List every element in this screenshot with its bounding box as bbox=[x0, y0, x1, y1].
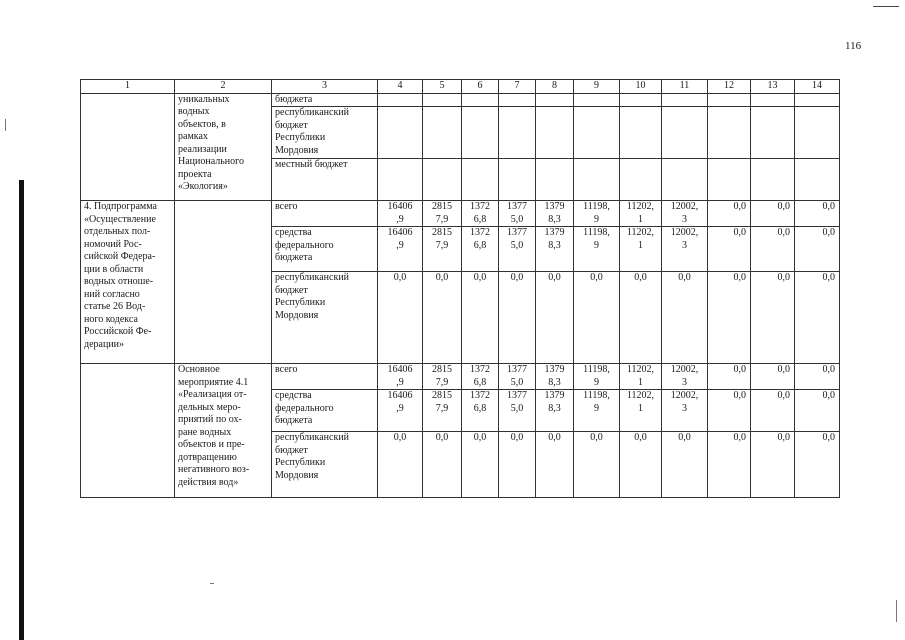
cell-line: 5,0 bbox=[510, 239, 524, 251]
header-cell-13: 13 bbox=[751, 80, 795, 94]
cell-line: 0,0 bbox=[590, 272, 603, 283]
value-cell-empty bbox=[751, 107, 795, 159]
cell-line: 12002, bbox=[670, 201, 699, 212]
scan-artifact-tick bbox=[210, 583, 214, 584]
cell-line: 1 bbox=[638, 376, 643, 388]
funding-source bbox=[272, 107, 378, 159]
cell-line: 11198, bbox=[583, 227, 610, 238]
funding-source: местный бюджет bbox=[272, 159, 378, 201]
value-cell-col7 bbox=[499, 390, 536, 432]
cell-line: 1372 bbox=[470, 201, 490, 212]
cell-line: 16406 bbox=[387, 364, 413, 375]
cell-line: всего bbox=[275, 201, 298, 212]
value-cell-col11 bbox=[662, 272, 708, 364]
value-cell-col9 bbox=[574, 390, 620, 432]
cell-line: 7,9 bbox=[435, 239, 449, 251]
value-cell-col7 bbox=[499, 227, 536, 272]
value-cell-col9 bbox=[574, 432, 620, 498]
cell-line: ний согласно bbox=[84, 288, 140, 300]
cell-line: Российской Фе- bbox=[84, 326, 152, 337]
cell-line: средства bbox=[275, 390, 312, 401]
cell-line: водных отноше- bbox=[84, 276, 154, 287]
value-cell-col7 bbox=[499, 364, 536, 390]
activity-col2 bbox=[175, 364, 272, 498]
cell-line: 9 bbox=[594, 376, 599, 388]
header-cell-2: 2 bbox=[175, 80, 272, 94]
cell-line: 1379 bbox=[544, 201, 565, 212]
cell-line: 0,0 bbox=[435, 272, 449, 283]
cell-line: 6,8 bbox=[473, 402, 487, 414]
value-cell-empty bbox=[462, 107, 499, 159]
cell-line: бюджета bbox=[275, 415, 313, 426]
value-cell-col4 bbox=[378, 364, 423, 390]
cell-line: 0,0 bbox=[548, 432, 561, 443]
cell-line: ции в области bbox=[84, 263, 144, 275]
cell-line: ране водных bbox=[178, 426, 232, 438]
value-cell-col12: 0,0 bbox=[708, 390, 751, 432]
cell-line: Национального bbox=[178, 156, 244, 167]
value-cell-empty bbox=[708, 93, 751, 107]
value-cell-col4 bbox=[378, 432, 423, 498]
cell-line: ,9 bbox=[396, 239, 404, 251]
cell-line: 11202, bbox=[626, 364, 655, 375]
value-cell-col8 bbox=[536, 272, 574, 364]
value-cell-col8 bbox=[536, 390, 574, 432]
cell-line: «Реализация от- bbox=[178, 389, 247, 400]
value-cell-empty bbox=[708, 107, 751, 159]
funding-source bbox=[272, 201, 378, 227]
table-row bbox=[81, 364, 840, 390]
table-row bbox=[81, 93, 840, 107]
cell-line: республиканский bbox=[275, 272, 350, 283]
value-cell-empty bbox=[378, 159, 423, 201]
value-cell-empty bbox=[620, 107, 662, 159]
cell-line: ,9 bbox=[396, 402, 404, 414]
value-cell-empty bbox=[620, 93, 662, 107]
value-cell-col8 bbox=[536, 364, 574, 390]
header-cell-12: 12 bbox=[708, 80, 751, 94]
cell-line: 0,0 bbox=[510, 432, 524, 443]
header-cell-6: 6 bbox=[462, 80, 499, 94]
cell-line: 12002, bbox=[670, 227, 699, 238]
value-cell-empty bbox=[795, 107, 840, 159]
value-cell-col9 bbox=[574, 227, 620, 272]
value-cell-empty bbox=[536, 93, 574, 107]
cell-line: 0,0 bbox=[634, 432, 647, 443]
cell-line: 3 bbox=[682, 376, 687, 388]
cell-line: Республики bbox=[275, 132, 326, 143]
value-cell-col9 bbox=[574, 201, 620, 227]
cell-line: объектов и пре- bbox=[178, 439, 245, 450]
value-cell-empty bbox=[751, 93, 795, 107]
value-cell-col10 bbox=[620, 201, 662, 227]
value-cell-col11 bbox=[662, 432, 708, 498]
cell-line: 1377 bbox=[507, 390, 527, 401]
cell-line: Мордовия bbox=[275, 144, 319, 156]
header-cell-9: 9 bbox=[574, 80, 620, 94]
value-cell-col12: 0,0 bbox=[708, 201, 751, 227]
cell-line: 11198, bbox=[583, 390, 610, 401]
cell-line: Мордовия bbox=[275, 469, 319, 481]
cell-line: 8,3 bbox=[548, 239, 561, 251]
cell-line: 0,0 bbox=[634, 272, 647, 283]
cell-line: реализации bbox=[178, 143, 227, 155]
cell-line: 3 bbox=[682, 213, 687, 225]
value-cell-col8 bbox=[536, 227, 574, 272]
value-cell-col6 bbox=[462, 201, 499, 227]
cell-line: 1372 bbox=[470, 390, 490, 401]
cell-line: 0,0 bbox=[590, 432, 603, 443]
cell-line: «Осуществление bbox=[84, 213, 156, 225]
cell-line: 3 bbox=[682, 402, 687, 414]
cell-line: 7,9 bbox=[435, 376, 449, 388]
cell-line: 11202, bbox=[626, 201, 655, 212]
activity-col1 bbox=[81, 364, 175, 498]
value-cell-empty bbox=[662, 159, 708, 201]
value-cell-empty bbox=[795, 159, 840, 201]
cell-line: 6,8 bbox=[473, 213, 487, 225]
cell-line: мероприятие 4.1 bbox=[178, 376, 249, 388]
cell-line: действия вод» bbox=[178, 476, 239, 488]
funding-source: бюджета bbox=[272, 93, 378, 107]
value-cell-col14: 0,0 bbox=[795, 201, 840, 227]
value-cell-col14: 0,0 bbox=[795, 390, 840, 432]
cell-line: 2815 bbox=[432, 201, 452, 212]
value-cell-col9 bbox=[574, 272, 620, 364]
value-cell-col12: 0,0 bbox=[708, 227, 751, 272]
cell-line: Республики bbox=[275, 457, 326, 468]
value-cell-empty bbox=[423, 159, 462, 201]
value-cell-col5 bbox=[423, 390, 462, 432]
value-cell-empty bbox=[378, 93, 423, 107]
cell-line: 0,0 bbox=[473, 272, 487, 283]
cell-line: 16406 bbox=[387, 201, 413, 212]
cell-line: 0,0 bbox=[435, 432, 449, 443]
cell-line: бюджет bbox=[275, 284, 308, 296]
cell-line: 8,3 bbox=[548, 213, 561, 225]
value-cell-col7 bbox=[499, 201, 536, 227]
value-cell-empty bbox=[536, 107, 574, 159]
funding-source bbox=[272, 432, 378, 498]
value-cell-empty bbox=[499, 93, 536, 107]
value-cell-col13: 0,0 bbox=[751, 272, 795, 364]
value-cell-col6 bbox=[462, 432, 499, 498]
cell-line: Мордовия bbox=[275, 309, 319, 321]
cell-line: проекта bbox=[178, 168, 212, 180]
funding-source bbox=[272, 364, 378, 390]
cell-line: 2815 bbox=[432, 227, 452, 238]
cell-line: 1 bbox=[638, 239, 643, 251]
cell-line: 12002, bbox=[670, 390, 699, 401]
value-cell-col12: 0,0 bbox=[708, 272, 751, 364]
value-cell-col13: 0,0 bbox=[751, 390, 795, 432]
cell-line: статье 26 Вод- bbox=[84, 301, 146, 312]
value-cell-col12: 0,0 bbox=[708, 364, 751, 390]
cell-line: 11202, bbox=[626, 227, 655, 238]
value-cell-col4 bbox=[378, 272, 423, 364]
header-cell-11: 11 bbox=[662, 80, 708, 94]
value-cell-col14: 0,0 bbox=[795, 272, 840, 364]
cell-line: 2815 bbox=[432, 364, 452, 375]
value-cell-empty bbox=[620, 159, 662, 201]
value-cell-empty bbox=[751, 159, 795, 201]
value-cell-col9 bbox=[574, 364, 620, 390]
value-cell-col14: 0,0 bbox=[795, 364, 840, 390]
value-cell-empty bbox=[574, 159, 620, 201]
value-cell-empty bbox=[795, 93, 840, 107]
cell-line: 3 bbox=[682, 239, 687, 251]
cell-line: 9 bbox=[594, 239, 599, 251]
funding-source bbox=[272, 390, 378, 432]
funding-source bbox=[272, 272, 378, 364]
value-cell-col13: 0,0 bbox=[751, 227, 795, 272]
cell-line: ,9 bbox=[396, 376, 404, 388]
funding-source bbox=[272, 227, 378, 272]
cell-line: 1 bbox=[638, 213, 643, 225]
scan-artifact-tick bbox=[896, 600, 897, 622]
scan-artifact-tick bbox=[5, 119, 6, 131]
cell-line: 0,0 bbox=[393, 432, 407, 443]
cell-line: 16406 bbox=[387, 227, 413, 238]
scan-edge-shadow bbox=[19, 180, 24, 640]
cell-line: 9 bbox=[594, 213, 599, 225]
cell-line: ного кодекса bbox=[84, 313, 138, 325]
cell-line: ,9 bbox=[396, 213, 404, 225]
value-cell-empty bbox=[662, 93, 708, 107]
cell-line: 1377 bbox=[507, 201, 527, 212]
cell-line: номочий Рос- bbox=[84, 238, 142, 250]
cell-line: 9 bbox=[594, 402, 599, 414]
cell-line: 0,0 bbox=[678, 432, 691, 443]
cell-line: 8,3 bbox=[548, 402, 561, 414]
cell-line: приятий по ох- bbox=[178, 414, 242, 425]
cell-line: 1372 bbox=[470, 364, 490, 375]
value-cell-col4 bbox=[378, 390, 423, 432]
cell-line: 6,8 bbox=[473, 239, 487, 251]
value-cell-col7 bbox=[499, 432, 536, 498]
header-cell-3: 3 bbox=[272, 80, 378, 94]
cell-line: 0,0 bbox=[393, 272, 407, 283]
cell-line: водных bbox=[178, 106, 210, 117]
cell-line: объектов, в bbox=[178, 118, 226, 130]
header-cell-5: 5 bbox=[423, 80, 462, 94]
cell-line: негативного воз- bbox=[178, 464, 250, 475]
cell-line: 11198, bbox=[583, 364, 610, 375]
cell-line: дотвращению bbox=[178, 451, 237, 463]
value-cell-empty bbox=[499, 159, 536, 201]
cell-line: отдельных пол- bbox=[84, 226, 151, 237]
value-cell-col5 bbox=[423, 272, 462, 364]
cell-line: 1377 bbox=[507, 227, 527, 238]
cell-line: 16406 bbox=[387, 390, 413, 401]
value-cell-col14: 0,0 bbox=[795, 227, 840, 272]
table-row bbox=[81, 201, 840, 227]
financing-table bbox=[80, 79, 840, 498]
value-cell-empty bbox=[574, 93, 620, 107]
header-cell-7: 7 bbox=[499, 80, 536, 94]
value-cell-col5 bbox=[423, 432, 462, 498]
value-cell-empty bbox=[708, 159, 751, 201]
cell-line: 8,3 bbox=[548, 376, 561, 388]
cell-line: 6,8 bbox=[473, 376, 487, 388]
value-cell-col13: 0,0 bbox=[751, 201, 795, 227]
cell-line: дерации» bbox=[84, 338, 125, 350]
value-cell-col11 bbox=[662, 364, 708, 390]
value-cell-empty bbox=[499, 107, 536, 159]
cell-line: 12002, bbox=[670, 364, 699, 375]
value-cell-col11 bbox=[662, 227, 708, 272]
cell-line: республиканский bbox=[275, 432, 350, 443]
cell-line: 5,0 bbox=[510, 213, 524, 225]
value-cell-col10 bbox=[620, 364, 662, 390]
cell-line: «Экология» bbox=[178, 181, 228, 192]
value-cell-empty bbox=[378, 107, 423, 159]
value-cell-col10 bbox=[620, 390, 662, 432]
cell-line: бюджет bbox=[275, 444, 308, 456]
value-cell-col8 bbox=[536, 432, 574, 498]
header-cell-8: 8 bbox=[536, 80, 574, 94]
value-cell-col5 bbox=[423, 364, 462, 390]
value-cell-col4 bbox=[378, 227, 423, 272]
cell-line: 0,0 bbox=[510, 272, 524, 283]
value-cell-col6 bbox=[462, 390, 499, 432]
cell-line: 1379 bbox=[544, 364, 565, 375]
cell-line: 7,9 bbox=[435, 402, 449, 414]
cell-line: 1379 bbox=[544, 227, 565, 238]
value-cell-col7 bbox=[499, 272, 536, 364]
cell-line: 0,0 bbox=[678, 272, 691, 283]
value-cell-empty bbox=[536, 159, 574, 201]
cell-line: уникальных bbox=[178, 93, 230, 105]
cell-line: 5,0 bbox=[510, 376, 524, 388]
value-cell-col10 bbox=[620, 272, 662, 364]
value-cell-empty bbox=[662, 107, 708, 159]
value-cell-col11 bbox=[662, 390, 708, 432]
scan-artifact-line bbox=[873, 6, 899, 7]
cell-line: Республики bbox=[275, 297, 326, 308]
cell-line: рамках bbox=[178, 131, 208, 142]
value-cell-empty bbox=[462, 93, 499, 107]
cell-line: федерального bbox=[275, 402, 334, 414]
value-cell-col13: 0,0 bbox=[751, 364, 795, 390]
cell-line: 1379 bbox=[544, 390, 565, 401]
cell-line: федерального bbox=[275, 239, 334, 251]
value-cell-empty bbox=[423, 107, 462, 159]
value-cell-col12: 0,0 bbox=[708, 432, 751, 498]
value-cell-empty bbox=[462, 159, 499, 201]
value-cell-col10 bbox=[620, 432, 662, 498]
cell-line: 11202, bbox=[626, 390, 655, 401]
value-cell-col11 bbox=[662, 201, 708, 227]
cell-line: дельных меро- bbox=[178, 401, 241, 413]
continuation-col1 bbox=[81, 93, 175, 201]
cell-line: 1372 bbox=[470, 227, 490, 238]
value-cell-empty bbox=[423, 93, 462, 107]
cell-line: 1 bbox=[638, 402, 643, 414]
cell-line: 4. Подпрограмма bbox=[84, 201, 157, 212]
value-cell-col8 bbox=[536, 201, 574, 227]
value-cell-col14: 0,0 bbox=[795, 432, 840, 498]
cell-line: бюджета bbox=[275, 252, 313, 263]
value-cell-col6 bbox=[462, 227, 499, 272]
cell-line: республиканский bbox=[275, 107, 350, 118]
value-cell-col5 bbox=[423, 227, 462, 272]
header-row bbox=[81, 80, 840, 94]
value-cell-col4 bbox=[378, 201, 423, 227]
cell-line: 5,0 bbox=[510, 402, 524, 414]
cell-line: 0,0 bbox=[548, 272, 561, 283]
header-cell-10: 10 bbox=[620, 80, 662, 94]
cell-line: 11198, bbox=[583, 201, 610, 212]
value-cell-col10 bbox=[620, 227, 662, 272]
cell-line: 0,0 bbox=[473, 432, 487, 443]
continuation-col2 bbox=[175, 93, 272, 201]
value-cell-empty bbox=[574, 107, 620, 159]
header-cell-4: 4 bbox=[378, 80, 423, 94]
value-cell-col6 bbox=[462, 272, 499, 364]
cell-line: бюджет bbox=[275, 119, 308, 131]
cell-line: 7,9 bbox=[435, 213, 449, 225]
cell-line: Основное bbox=[178, 364, 220, 375]
header-cell-1: 1 bbox=[81, 80, 175, 94]
value-cell-col5 bbox=[423, 201, 462, 227]
value-cell-col13: 0,0 bbox=[751, 432, 795, 498]
header-cell-14: 14 bbox=[795, 80, 840, 94]
subprogram-col2 bbox=[175, 201, 272, 364]
page-number: 116 bbox=[845, 40, 862, 52]
cell-line: всего bbox=[275, 364, 298, 375]
cell-line: средства bbox=[275, 227, 312, 238]
subprogram-col1 bbox=[81, 201, 175, 364]
cell-line: 2815 bbox=[432, 390, 452, 401]
value-cell-col6 bbox=[462, 364, 499, 390]
cell-line: сийской Федера- bbox=[84, 251, 156, 262]
cell-line: 1377 bbox=[507, 364, 527, 375]
